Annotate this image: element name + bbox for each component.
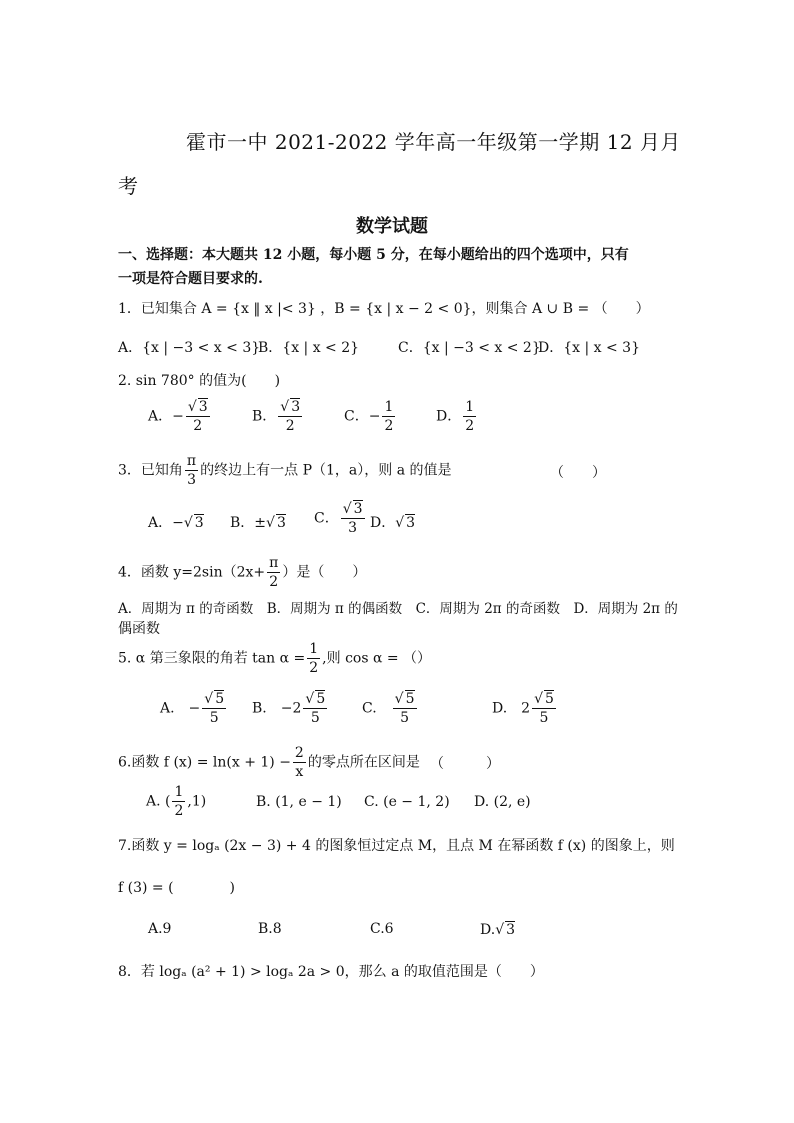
q3-option-b: B．±√ 3 (230, 515, 286, 531)
q2-b-num: 3 (291, 399, 301, 415)
q6-stem (118, 744, 420, 781)
q2-c-fraction (382, 398, 395, 435)
q5-a-den: 5 (209, 710, 219, 726)
q4-options-line2: 偶函数 (118, 621, 160, 637)
q5-stem (118, 640, 431, 677)
q2-d-fraction (463, 398, 476, 435)
q5-c-label: C. (362, 700, 391, 717)
q2-d-label: D． (436, 408, 462, 425)
q6-frac-den: x (295, 764, 304, 780)
q7-option-d: D.√ 3 (480, 922, 516, 938)
q3-d-radicand: 3 (406, 515, 416, 531)
q6-option-a (146, 783, 206, 820)
q5-b-den: 5 (310, 710, 320, 726)
q3-option-c (314, 500, 367, 537)
q2-a-fraction: $\frac{√ 3}{2}$ (187, 399, 208, 434)
q6-a-num: 1 (174, 784, 184, 800)
exam-subtitle: 数学试题 (356, 216, 428, 237)
q4-stem-pre: 4．函数 y=2sin（2x+ (118, 564, 266, 581)
q2-b-label: B． (252, 408, 277, 425)
q5-stem-pre: 5. α 第三象限的角若 tan α = (118, 650, 306, 667)
q5-option-d (492, 690, 558, 727)
q2-c-label: C．− (344, 408, 381, 425)
q7-stem: 7.函数 y = logₐ (2x − 3) + 4 的图象恒过定点 M，且点 M 在幂函数 f (x) 的图象上，则 (118, 838, 675, 854)
q3-option-a: A．−√ 3 (148, 515, 204, 531)
q2-option-c (344, 398, 397, 435)
q6-answer-paren: （ ） (430, 756, 500, 772)
q6-option-b: B. (1, e − 1) (256, 794, 342, 810)
q6-frac-num: 2 (294, 745, 304, 761)
q5-d-fraction: $\frac{√ 5}{5}$ (534, 691, 554, 726)
q5-b-label: B. −2 (252, 700, 302, 717)
q6-stem-post: 的零点所在区间是 (307, 754, 420, 771)
q6-stem-pre: 6.函数 f (x) = ln(x + 1) − (118, 754, 291, 771)
q2-d-den: 2 (465, 418, 475, 434)
q7-option-c: C.6 (370, 921, 394, 937)
q5-c-den: 5 (400, 710, 410, 726)
q2-option-b (252, 398, 304, 435)
exam-title-line1: 霍市一中 2021-2022 学年高一年级第一学期 12 月月 (186, 130, 681, 154)
q3-frac-num: π (186, 453, 197, 469)
q5-c-fraction: $\frac{√ 5}{5}$ (394, 691, 415, 726)
q2-a-num: 3 (198, 399, 208, 415)
section-instructions-line2: 一项是符合题目要求的. (118, 271, 263, 287)
q5-b-fraction: $\frac{√ 5}{5}$ (305, 691, 326, 726)
q3-stem-post: 的终边上有一点 P（1，a），则 a 的值是 (200, 462, 452, 479)
q3-c-num: 3 (353, 501, 363, 517)
q4-stem (118, 554, 366, 591)
q5-a-label: A. − (160, 700, 201, 717)
q5-d-den: 5 (539, 710, 549, 726)
q1-option-c: C．{x | −3 < x < 2} (398, 340, 541, 356)
q2-a-den: 2 (193, 418, 203, 434)
q2-c-den: 2 (384, 418, 394, 434)
q3-b-radicand: 3 (276, 515, 286, 531)
q5-stem-fraction (307, 640, 320, 677)
q6-option-d: D. (2, e) (474, 794, 531, 810)
q2-c-num: 1 (384, 399, 394, 415)
q1-stem: 1．已知集合 A = {x ‖ x |< 3} ，B = {x | x − 2 < 0}，则集合 A ∪ B = （ ） (118, 301, 650, 317)
q2-d-num: 1 (465, 399, 475, 415)
q6-a-den: 2 (174, 803, 184, 819)
q6-a-fraction (172, 783, 185, 820)
q1-option-a: A．{x | −3 < x < 3} (118, 340, 261, 356)
q1-option-b: B．{x | x < 2} (258, 340, 360, 356)
q5-c-radicand: 5 (405, 691, 415, 707)
section-instructions-line1: 一、选择题：本大题共 12 小题，每小题 5 分，在每小题给出的四个选项中，只有 (118, 247, 629, 263)
q7-d-radicand: 3 (506, 922, 516, 938)
q6-a-post: ,1) (187, 793, 207, 810)
q6-stem-fraction (293, 744, 306, 781)
q8-stem: 8．若 logₐ (a² + 1) > logₐ 2a > 0，那么 a 的取值范围是（ ） (118, 964, 544, 980)
q2-option-a (148, 398, 212, 435)
q3-frac-den: 3 (187, 472, 196, 488)
q3-a-radicand: 3 (194, 515, 204, 531)
q5-option-a (160, 690, 228, 727)
q5-option-b (252, 690, 329, 727)
q4-frac-num: π (269, 555, 279, 571)
q7-stem-line2: f (3) = ( ) (118, 880, 236, 896)
q4-frac-den: 2 (269, 574, 279, 590)
q3-c-den: 3 (348, 520, 358, 536)
q3-stem (118, 452, 452, 489)
q2-b-den: 2 (285, 418, 295, 434)
q5-d-label: D. 2 (492, 700, 531, 717)
q5-frac-den: 2 (309, 660, 319, 676)
q5-d-radicand: 5 (545, 691, 554, 707)
q3-c-label: C． (314, 510, 339, 527)
q7-option-b: B.8 (258, 921, 282, 937)
q6-a-pre: A. ( (146, 793, 171, 810)
q2-b-fraction: $\frac{√ 3}{2}$ (280, 399, 301, 434)
q7-d-label: D. (480, 922, 496, 938)
q4-options-line1: A．周期为 π 的奇函数 B．周期为 π 的偶函数 C．周期为 2π 的奇函数 D．周期为 2π 的 (118, 601, 678, 617)
q5-a-radicand: 5 (215, 691, 225, 707)
q4-stem-post: ）是（ ） (282, 564, 367, 581)
q3-c-fraction: $\frac{√ 3}{3}$ (342, 501, 363, 536)
q4-stem-fraction (267, 554, 280, 591)
q3-d-label: D． (370, 515, 396, 531)
q1-option-d: D．{x | x < 3} (538, 340, 640, 356)
q5-stem-post: ,则 cos α = （） (322, 650, 432, 667)
q5-b-radicand: 5 (316, 691, 326, 707)
q6-option-c: C. (e − 1, 2) (364, 794, 450, 810)
q3-stem-pre: 3．已知角 (118, 462, 183, 479)
q3-stem-fraction (185, 452, 198, 489)
q2-stem: 2. sin 780° 的值为( ) (118, 373, 281, 389)
q3-b-label: B．± (230, 515, 267, 531)
q5-a-fraction: $\frac{√ 5}{5}$ (204, 691, 225, 726)
q3-option-d: D．√ 3 (370, 515, 416, 531)
q3-a-label: A．− (148, 515, 184, 531)
q7-option-a: A.9 (148, 921, 172, 937)
q5-option-c (362, 690, 419, 727)
exam-title-line2: 考 (118, 174, 139, 198)
q3-answer-paren: （ ） (550, 465, 606, 481)
q2-a-label: A．− (148, 408, 184, 425)
q5-frac-num: 1 (309, 641, 319, 657)
q2-option-d (436, 398, 478, 435)
